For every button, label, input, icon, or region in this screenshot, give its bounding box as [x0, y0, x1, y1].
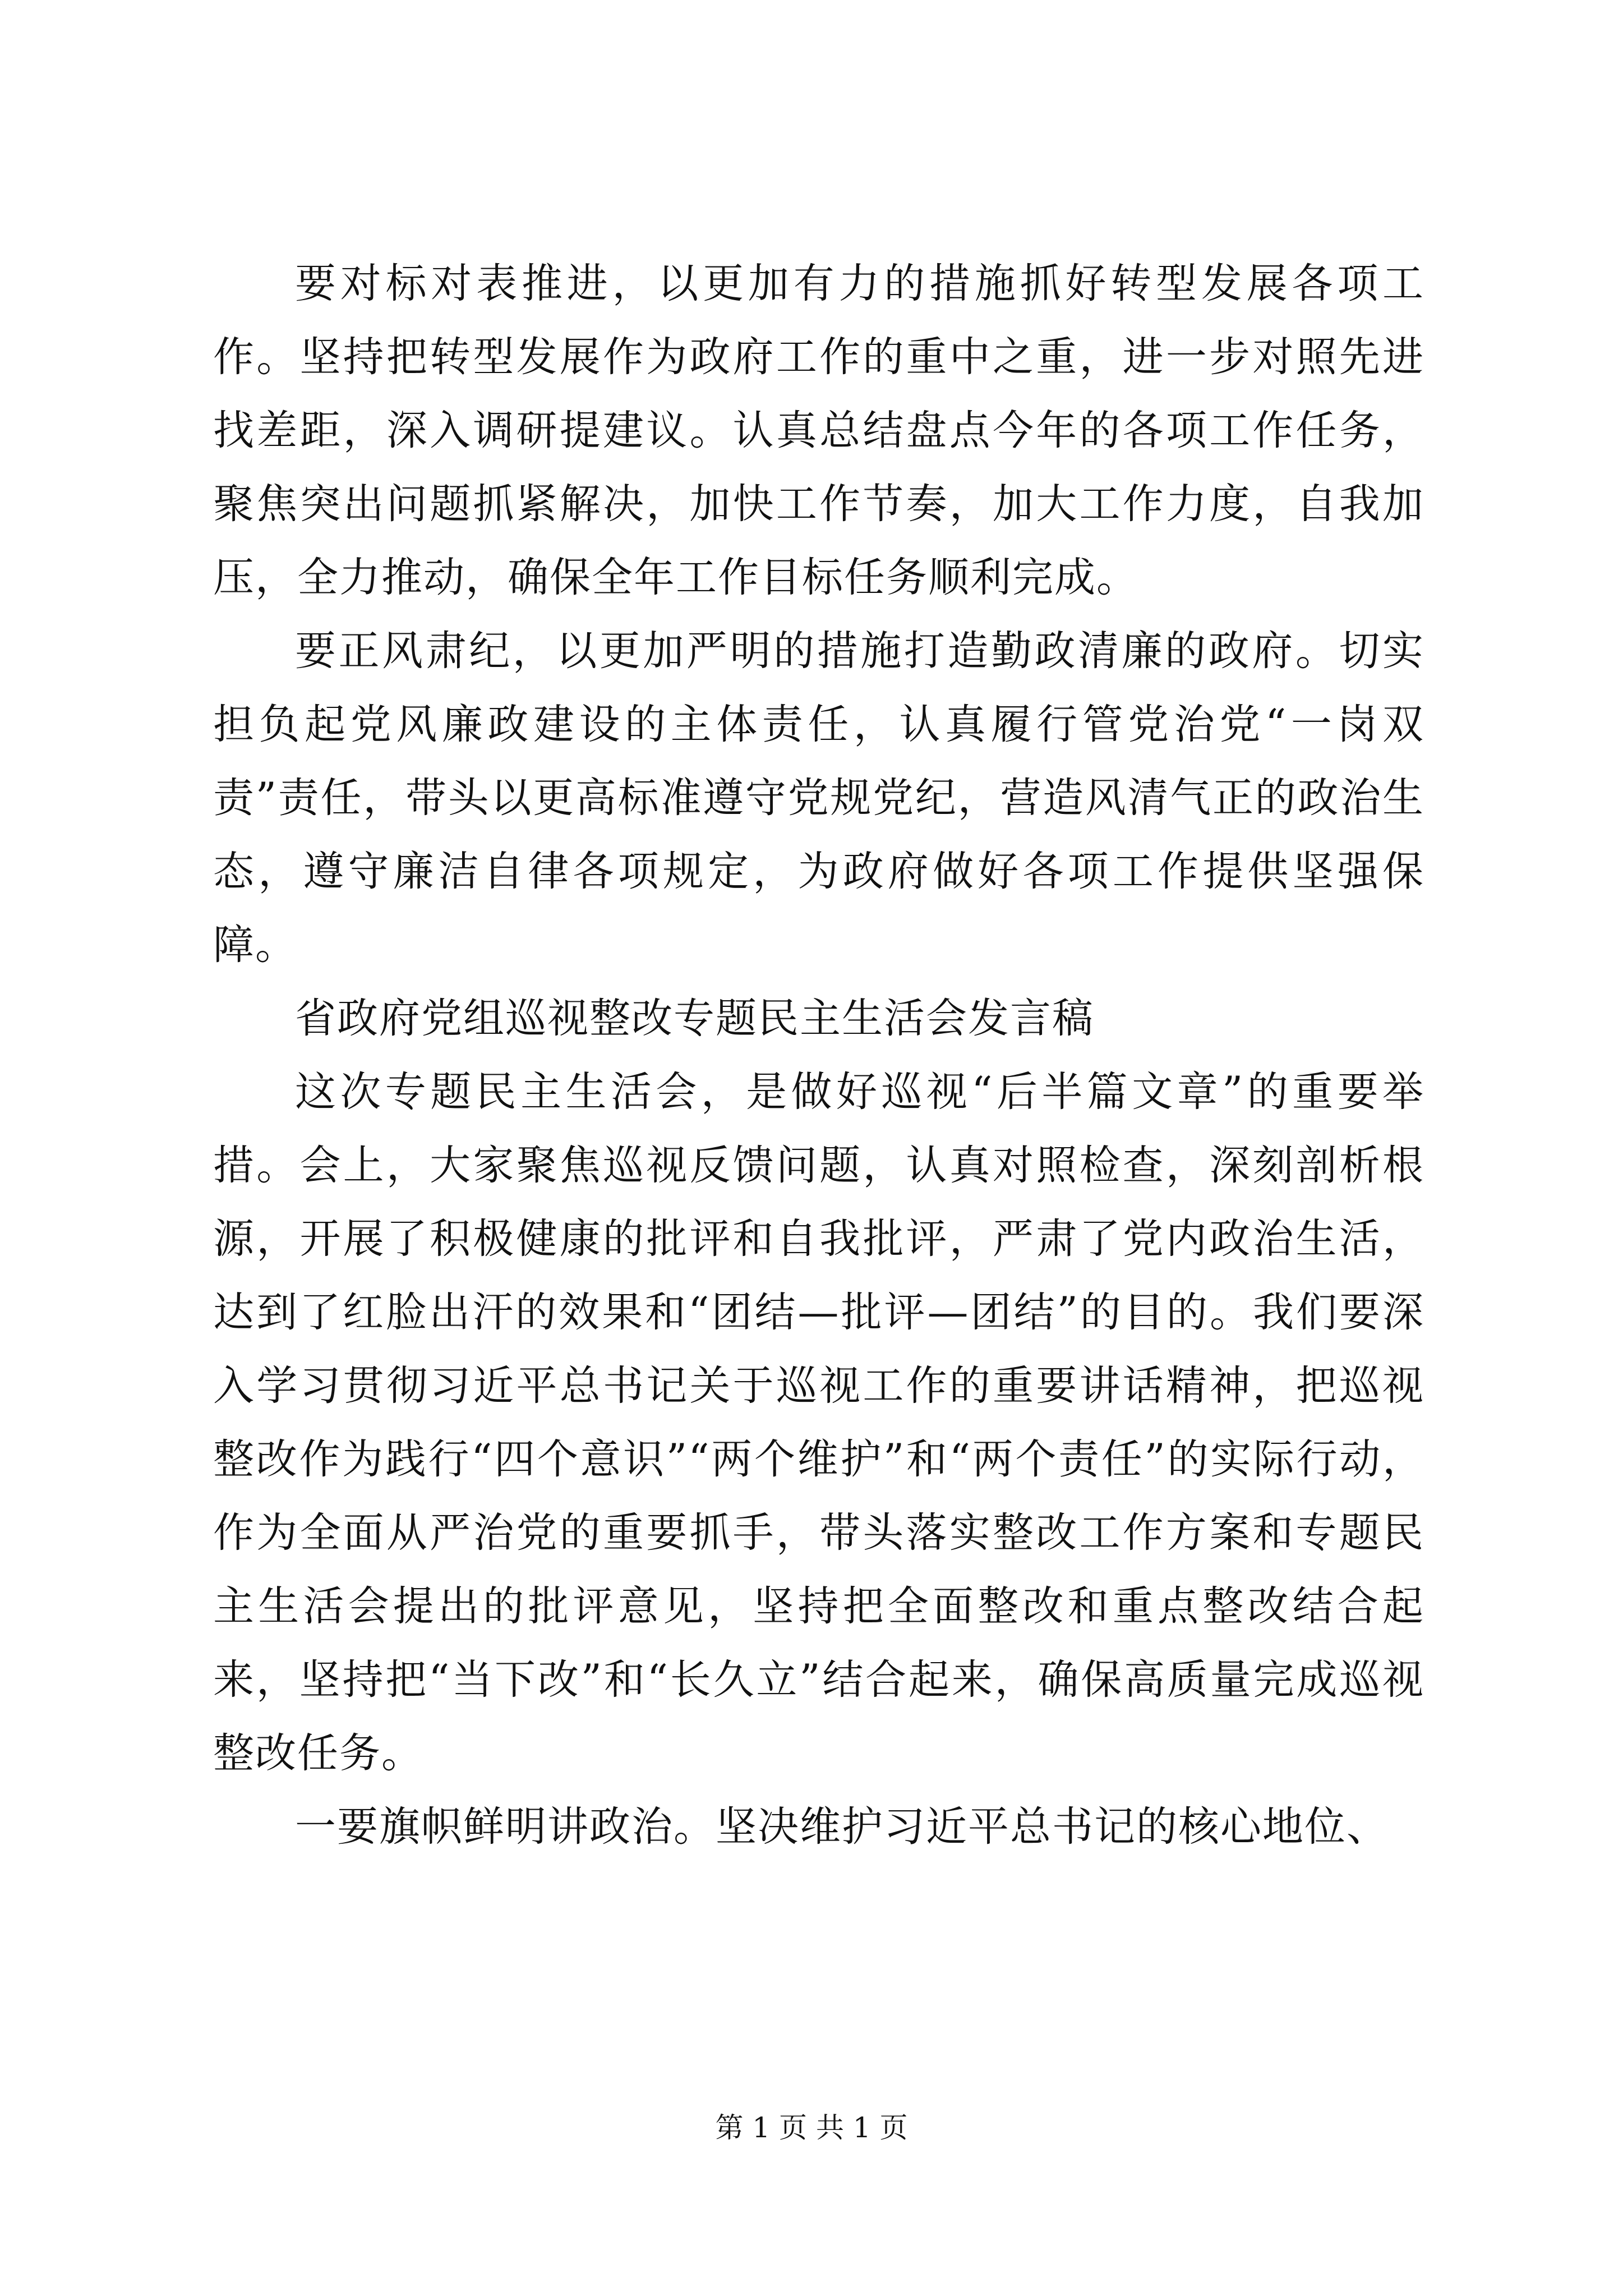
section-heading: 省政府党组巡视整改专题民主生活会发言稿 — [295, 995, 1094, 1042]
page-number-footer: 第 1 页 共 1 页 — [715, 2111, 908, 2144]
paragraph-transformation-work: 要对标对表推进，以更加有力的措施抓好转型发展各项工作。坚持把转型发展作为政府工作的重中之重，进一步对照先进找差距，深入调研提建议。认真总结盘点今年的各项工作任务，聚焦突出问题抓紧解决，加快工作节奏，加大工作力度，自我加压，全力推动，确保全年工作目标任务顺利完成。 — [213, 260, 1424, 601]
paragraph-discipline: 要正风肃纪，以更加严明的措施打造勤政清廉的政府。切实担负起党风廉政建设的主体责任，认真履行管党治党“一岗双责”责任，带头以更高标准遵守党规党纪，营造风清气正的政治生态，遵守廉洁自律各项规定，为政府做好各项工作提供坚强保障。 — [213, 627, 1424, 969]
paragraph-politics: 一要旗帜鲜明讲政治。坚决维护习近平总书记的核心地位、 — [295, 1803, 1389, 1851]
paragraph-inspection-meeting: 这次专题民主生活会，是做好巡视“后半篇文章”的重要举措。会上，大家聚焦巡视反馈问题，认真对照检查，深刻剖析根源，开展了积极健康的批评和自我批评，严肃了党内政治生活，达到了红脸出汗的效果和“团结—批评—团结”的目的。我们要深入学习贯彻习近平总书记关于巡视工作的重要讲话精神，把巡视整改作为践行“四个意识”“两个维护”和“两个责任”的实际行动，作为全面从严治党的重要抓手，带头落实整改工作方案和专题民主生活会提出的批评意见，坚持把全面整改和重点整改结合起来，坚持把“当下改”和“长久立”结合起来，确保高质量完成巡视整改任务。 — [213, 1068, 1424, 1777]
document-body — [213, 247, 1424, 1864]
